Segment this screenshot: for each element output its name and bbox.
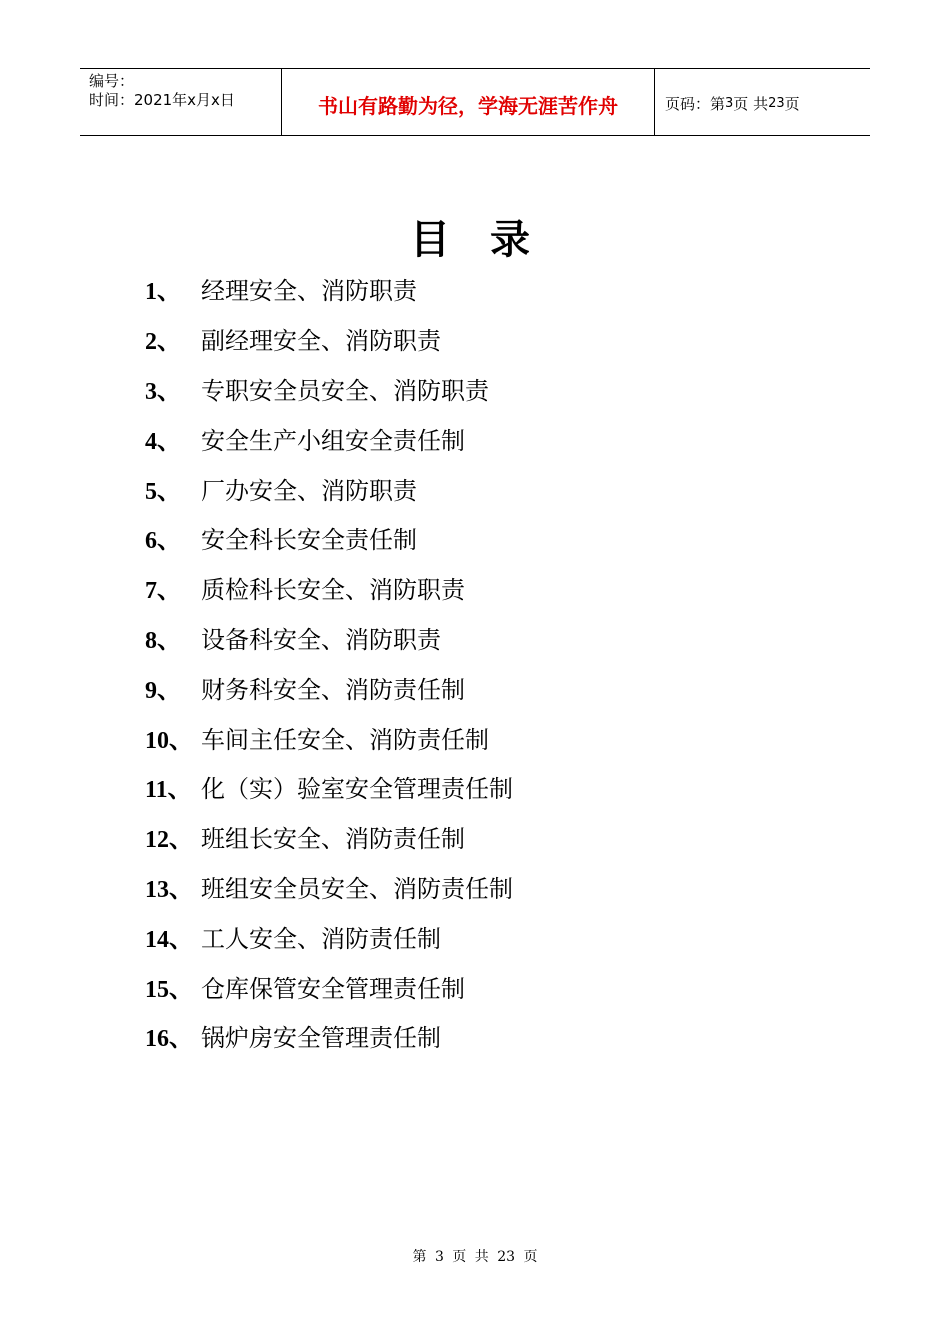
toc-item-text: 班组长安全、消防责任制 — [201, 825, 465, 854]
toc-item-number: 7、 — [145, 578, 181, 605]
page-current: 3 — [725, 95, 734, 111]
toc-item-text: 仓库保管安全管理责任制 — [201, 974, 465, 1003]
toc-item-text: 化（实）验室安全管理责任制 — [201, 775, 513, 804]
toc-item-number: 13、 — [145, 876, 193, 903]
header-page-info — [655, 69, 870, 135]
toc-item-text: 安全生产小组安全责任制 — [201, 426, 465, 455]
toc-item-text: 财务科安全、消防责任制 — [201, 675, 465, 704]
header-meta — [80, 69, 282, 135]
toc-item-number: 12、 — [145, 827, 193, 854]
page-prefix: 页码：第 — [665, 94, 726, 113]
toc-item — [145, 712, 513, 762]
toc-item-text: 厂办安全、消防职责 — [201, 476, 417, 505]
document-number-label: 编号： — [89, 72, 135, 90]
toc-item — [145, 961, 513, 1011]
toc-item-text: 经理安全、消防职责 — [201, 277, 417, 306]
page-middle: 页 共 — [733, 94, 769, 113]
toc-item-number: 4、 — [145, 428, 181, 455]
toc-item — [145, 662, 513, 712]
toc-item-text: 设备科安全、消防职责 — [201, 625, 441, 654]
toc-item — [145, 264, 513, 314]
toc-item — [145, 812, 513, 862]
page-header — [80, 68, 870, 136]
toc-item — [145, 1011, 513, 1061]
toc-item-number: 3、 — [145, 378, 181, 405]
toc-item-number: 9、 — [145, 677, 181, 704]
toc-item-number: 16、 — [145, 1026, 193, 1053]
toc-item — [145, 314, 513, 364]
toc-item-text: 安全科长安全责任制 — [201, 526, 417, 555]
toc-item-number: 5、 — [145, 478, 181, 505]
toc-item-number: 14、 — [145, 926, 193, 953]
toc-title: 目录 — [410, 216, 570, 263]
toc-item-text: 班组安全员安全、消防责任制 — [201, 874, 513, 903]
toc-item-text: 专职安全员安全、消防职责 — [201, 376, 489, 405]
toc-item — [145, 513, 513, 563]
toc-item — [145, 762, 513, 812]
page-total: 23 — [768, 95, 785, 111]
toc-item — [145, 862, 513, 912]
toc-item — [145, 563, 513, 613]
page-suffix: 页 — [784, 94, 800, 113]
header-motto: 书山有路勤为径，学海无涯苦作舟 — [282, 69, 655, 135]
toc-item — [145, 613, 513, 663]
toc-item-text: 锅炉房安全管理责任制 — [201, 1024, 441, 1053]
document-time-label: 时间：2021年x月x日 — [89, 91, 235, 109]
toc-item — [145, 413, 513, 463]
page-footer: 第 3 页 共 23 页 — [412, 1249, 538, 1265]
toc-item — [145, 463, 513, 513]
toc-item — [145, 911, 513, 961]
toc-item-text: 工人安全、消防责任制 — [201, 924, 441, 953]
toc-item-number: 6、 — [145, 528, 181, 555]
toc-item-text: 质检科长安全、消防职责 — [201, 576, 465, 605]
toc-item — [145, 364, 513, 414]
toc-item-number: 15、 — [145, 976, 193, 1003]
toc-item-number: 1、 — [145, 279, 181, 306]
toc-item-number: 2、 — [145, 329, 181, 356]
toc-list — [145, 264, 513, 1061]
toc-item-text: 副经理安全、消防职责 — [201, 327, 441, 356]
toc-item-number: 10、 — [145, 727, 193, 754]
toc-item-number: 11、 — [145, 777, 192, 804]
toc-item-number: 8、 — [145, 627, 181, 654]
toc-item-text: 车间主任安全、消防责任制 — [201, 725, 489, 754]
